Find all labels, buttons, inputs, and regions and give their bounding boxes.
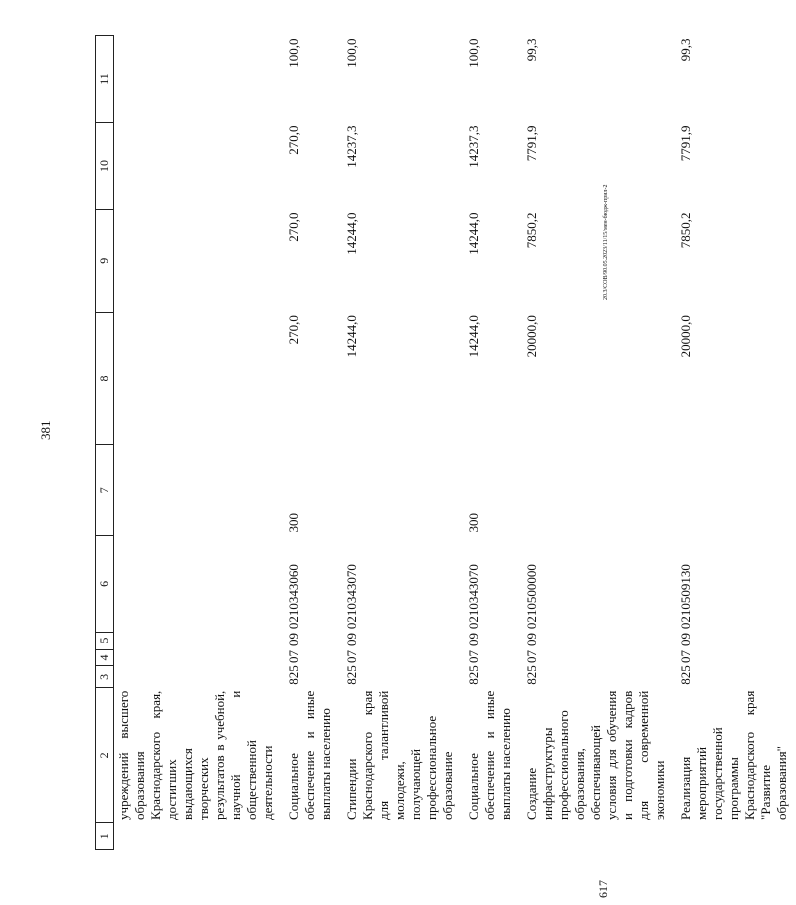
col-header-7: 7 <box>96 445 114 536</box>
cell-c7 <box>114 445 283 536</box>
col-header-2: 2 <box>96 688 114 823</box>
col-header-6: 6 <box>96 536 114 633</box>
cell-c9: 270,0 <box>286 212 301 242</box>
col-header-4: 4 <box>96 649 114 666</box>
cell-c5: 09 <box>524 633 539 647</box>
cell-c5: 09 <box>678 633 693 647</box>
header-row <box>96 36 114 850</box>
table-row <box>520 36 674 850</box>
cell-c11: 100,0 <box>466 38 481 68</box>
page-number: 381 <box>38 420 53 440</box>
cell-c7: 300 <box>286 513 301 533</box>
cell-c9: 14244,0 <box>344 212 359 255</box>
cell-c3: 825 <box>678 665 693 685</box>
cell-c4: 07 <box>524 649 539 663</box>
cell-c7 <box>674 445 796 536</box>
cell-c5 <box>114 632 283 649</box>
cell-c11: 99,3 <box>524 38 539 62</box>
cell-c11: 99,3 <box>678 38 693 62</box>
col-header-1: 1 <box>96 823 114 850</box>
cell-c6: 0210343070 <box>466 564 481 630</box>
cell-c10: 7791,9 <box>678 125 693 162</box>
cell-c3: 825 <box>466 665 481 685</box>
table-row <box>340 36 462 850</box>
cell-c6 <box>114 536 283 633</box>
cell-c3 <box>114 666 283 688</box>
cell-name: Социальное обеспечение и иные выплаты населению <box>286 690 333 820</box>
cell-c7: 300 <box>466 513 481 533</box>
cell-empty <box>674 823 796 850</box>
cell-c9: 7850,2 <box>524 212 539 249</box>
cell-c3: 825 <box>344 665 359 685</box>
cell-name: учреждений высшего образования Краснодарского края, достигших выдающихся творческих результатов в учебной, научной и общественной деятельности <box>116 690 275 820</box>
cell-c9 <box>114 209 283 312</box>
cell-name: Социальное обеспечение и иные выплаты населению <box>466 690 513 820</box>
cell-c3: 825 <box>524 665 539 685</box>
cell-c5: 09 <box>466 633 481 647</box>
cell-c7 <box>520 445 674 536</box>
cell-c8: 270,0 <box>286 315 301 345</box>
cell-name: Стипендии Краснодарского края для талантливой молодежи, получающей профессиональное образование <box>344 690 455 820</box>
cell-name: Реализация мероприятий государственной программы Краснодарского края "Развитие образования" <box>678 690 789 820</box>
document-code: 20.3/СОВ/90.05.2023/11/15/мен-бюдж-прил-2 <box>603 184 609 300</box>
cell-c8: 20000,0 <box>678 315 693 358</box>
cell-c4: 07 <box>466 649 481 663</box>
cell-c5: 09 <box>286 633 301 647</box>
cell-c4: 07 <box>344 649 359 663</box>
cell-c6: 0210343070 <box>344 564 359 630</box>
cell-c6: 0210509130 <box>678 564 693 630</box>
cell-c8: 20000,0 <box>524 315 539 358</box>
col-header-5: 5 <box>96 632 114 649</box>
cell-empty <box>462 823 520 850</box>
cell-c11: 100,0 <box>286 38 301 68</box>
cell-c6: 0210343060 <box>286 564 301 630</box>
col-header-3: 3 <box>96 666 114 688</box>
footer-page-number: 617 <box>596 880 610 898</box>
cell-c4: 07 <box>678 649 693 663</box>
col-header-10: 10 <box>96 123 114 210</box>
cell-c10: 7791,9 <box>524 125 539 162</box>
cell-c3: 825 <box>286 665 301 685</box>
cell-c6: 0210500000 <box>524 564 539 630</box>
cell-c9: 7850,2 <box>678 212 693 249</box>
col-header-8: 8 <box>96 312 114 445</box>
cell-name: Создание инфраструктуры профессионального образования, обеспечивающей условия для обучения и подготовки кадров для современной экономики <box>524 690 667 820</box>
cell-c4: 07 <box>286 649 301 663</box>
cell-c7 <box>340 445 462 536</box>
table-row <box>114 36 283 850</box>
cell-c11: 100,0 <box>344 38 359 68</box>
cell-empty <box>114 823 283 850</box>
cell-c11 <box>114 36 283 123</box>
cell-c9: 14244,0 <box>466 212 481 255</box>
table-row <box>462 36 520 850</box>
cell-empty <box>282 823 340 850</box>
cell-c8 <box>114 312 283 445</box>
budget-table <box>95 35 796 850</box>
cell-empty <box>520 823 674 850</box>
col-header-11: 11 <box>96 36 114 123</box>
cell-c8: 14244,0 <box>466 315 481 358</box>
cell-c10: 14237,3 <box>344 125 359 168</box>
cell-c10: 14237,3 <box>466 125 481 168</box>
cell-c10: 270,0 <box>286 125 301 155</box>
cell-empty <box>340 823 462 850</box>
cell-c8: 14244,0 <box>344 315 359 358</box>
table-row <box>282 36 340 850</box>
table-row <box>674 36 796 850</box>
col-header-9: 9 <box>96 209 114 312</box>
cell-c10 <box>114 123 283 210</box>
cell-c4 <box>114 649 283 666</box>
cell-c5: 09 <box>344 633 359 647</box>
